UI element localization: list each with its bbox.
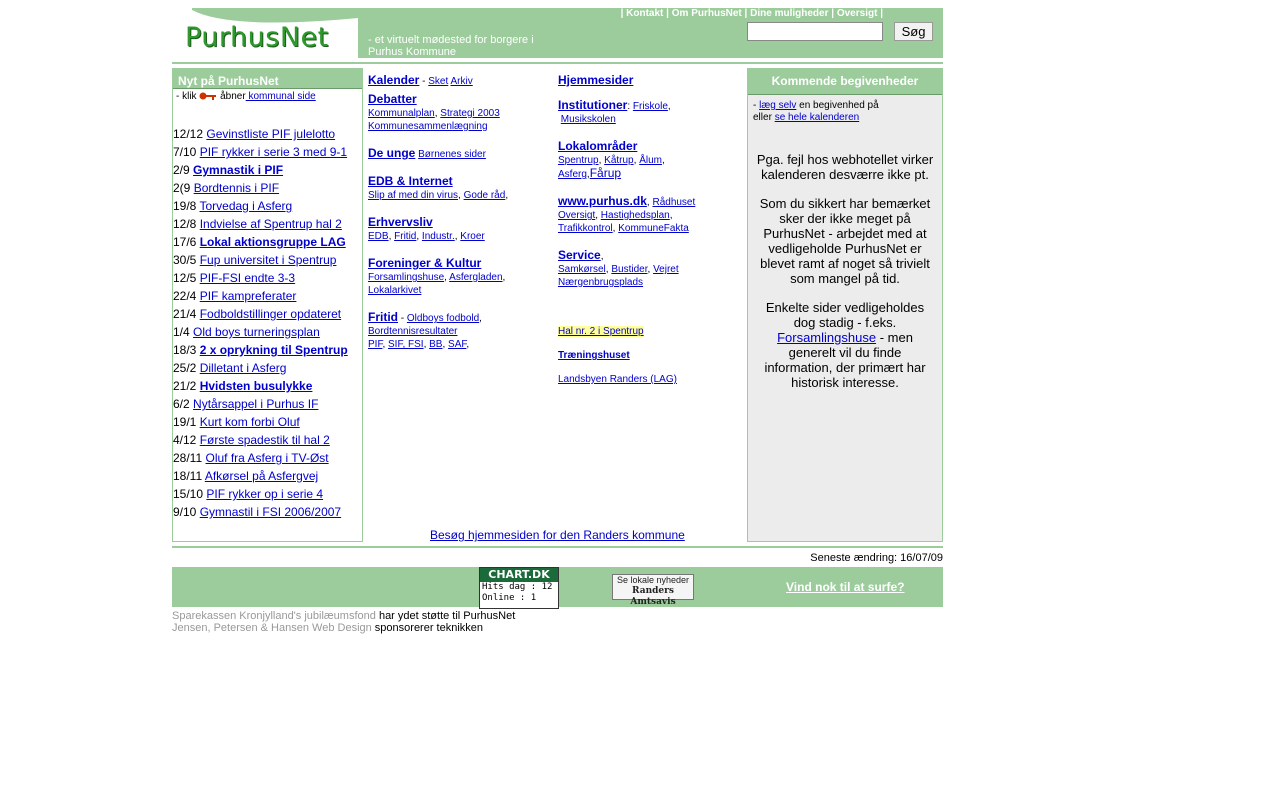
sponsor1-name[interactable]: Sparekassen Kronjylland's jubilæumsfond <box>172 610 376 622</box>
news-item <box>173 197 362 215</box>
institutioner-section: Institutioner: Friskole, Musikskolen <box>558 98 671 125</box>
news-panel <box>172 68 363 542</box>
header-divider <box>172 62 943 64</box>
hastighedsplan-link[interactable]: Hastighedsplan <box>600 210 670 221</box>
gode-raad-link[interactable]: Gode råd <box>463 190 506 201</box>
news-date: 7/10 <box>173 145 197 159</box>
pif-link[interactable]: PIF <box>368 339 383 350</box>
arkiv-link[interactable]: Arkiv <box>450 76 473 87</box>
news-item <box>173 323 362 341</box>
hele-kalenderen-link[interactable]: se hele kalenderen <box>774 112 860 123</box>
events-panel-title: Kommende begivenheder <box>748 69 942 95</box>
amtsavis-line1: Se lokale nyheder <box>616 575 690 585</box>
debatter-section: Debatter Kommunalplan, Strategi 2003 Kommunesammenlægning <box>368 92 500 132</box>
kommunesammenlaegning-link[interactable]: Kommunesammenlægning <box>368 121 488 132</box>
news-item <box>173 431 362 449</box>
landsbyen-link[interactable]: Landsbyen Randers (LAG) <box>558 374 677 385</box>
foreninger-kultur-link[interactable]: Foreninger & Kultur <box>368 256 482 270</box>
news-link[interactable]: Gevinstliste PIF julelotto <box>206 127 336 141</box>
news-date: 28/11 <box>173 451 203 465</box>
kalender-link[interactable]: Kalender <box>368 73 420 87</box>
purhusdk-section: www.purhus.dk, Rådhuset Oversigt, Hastighedsplan, Trafikkontrol, KommuneFakta <box>558 194 696 234</box>
musikskolen-link[interactable]: Musikskolen <box>560 114 616 125</box>
kalender-section <box>368 74 553 88</box>
news-item <box>173 377 362 395</box>
foreninger-section: Foreninger & Kultur Forsamlingshuse, Asfergladen, Lokalarkivet <box>368 256 506 296</box>
search-button[interactable]: Søg <box>894 22 933 41</box>
events-message-2: Som du sikkert har bemærket sker der ikke meget på PurhusNet - arbejdet med at vedligeholde PurhusNet er blevet ramt af noget så trivielt som mangel på tid. <box>759 196 931 286</box>
key-icon <box>199 91 217 101</box>
kroer-link[interactable]: Kroer <box>460 231 485 242</box>
klik-hint <box>173 89 362 105</box>
fritid-section: Fritid - Oldboys fodbold, Bordtennisresultater PIF, SIF, FSI, BB, SAF, <box>368 310 482 350</box>
sponsor2-text: sponsorerer teknikken <box>371 622 484 634</box>
news-date: 17/6 <box>173 235 197 249</box>
sep: - <box>419 76 429 87</box>
news-item <box>173 233 362 251</box>
news-date: 2(9 <box>173 181 191 195</box>
randers-link[interactable]: Besøg hjemmesiden for den Randers kommune <box>430 528 685 542</box>
vejret-link[interactable]: Vejret <box>653 264 679 275</box>
purhus-dk-link[interactable]: www.purhus.dk <box>558 194 647 208</box>
news-link[interactable]: Dilletant i Asferg <box>199 361 287 375</box>
news-date: 12/12 <box>173 127 204 141</box>
news-item <box>173 125 362 143</box>
traening-section <box>558 349 743 362</box>
online-count: Online : 1 <box>482 593 537 603</box>
lokalarkivet-link[interactable]: Lokalarkivet <box>368 285 422 296</box>
news-link[interactable]: Torvedag i Asferg <box>199 199 293 213</box>
news-link[interactable]: Indvielse af Spentrup hal 2 <box>199 217 342 231</box>
raadhuset-link[interactable]: Rådhuset <box>652 197 696 208</box>
service-link[interactable]: Service <box>558 248 601 262</box>
chart-dk-stats <box>480 582 558 604</box>
news-item <box>173 467 362 485</box>
news-item <box>173 485 362 503</box>
deunge-section <box>368 147 553 161</box>
lokalomraader-link[interactable]: Lokalområder <box>558 139 638 153</box>
top-nav: | Kontakt | Om PurhusNet | Dine muligheder | Oversigt | <box>620 8 883 19</box>
note-prefix: - <box>753 100 760 111</box>
edb-internet-link[interactable]: EDB & Internet <box>368 174 453 188</box>
amtsavis-line2: Randers Amtsavis <box>630 586 676 607</box>
news-link[interactable]: Fup universitet i Spentrup <box>199 253 337 267</box>
news-link[interactable]: Bordtennis i PIF <box>193 181 280 195</box>
news-date: 6/2 <box>173 397 190 411</box>
tagline: - et virtuelt mødested for borgere i Purhus Kommune <box>368 34 534 58</box>
saf-link[interactable]: SAF <box>448 339 467 350</box>
footer-divider <box>172 546 943 548</box>
deunge-link[interactable]: De unge <box>368 146 416 160</box>
klik-prefix: - klik <box>176 91 197 102</box>
news-item <box>173 413 362 431</box>
asfergladen-link[interactable]: Asfergladen <box>449 272 503 283</box>
hal-section <box>558 325 743 338</box>
news-item <box>173 395 362 413</box>
news-item <box>173 251 362 269</box>
news-item <box>173 143 362 161</box>
news-item <box>173 179 362 197</box>
middle-column-1 <box>368 74 553 362</box>
kaatrup-link[interactable]: Kåtrup <box>604 155 634 166</box>
events-note <box>748 95 942 124</box>
news-link[interactable]: PIF-FSI endte 3-3 <box>199 271 296 285</box>
news-item <box>173 449 362 467</box>
news-link[interactable]: Lokal aktionsgruppe LAG <box>199 235 346 249</box>
news-date: 12/8 <box>173 217 197 231</box>
news-link[interactable]: PIF kampreferater <box>199 289 297 303</box>
spentrup-link[interactable]: Spentrup <box>558 155 599 166</box>
chart-dk-logo: CHART.DK <box>480 568 558 582</box>
laeg-selv-link[interactable]: læg selv <box>759 100 797 111</box>
news-date: 18/11 <box>173 469 203 483</box>
debatter-link[interactable]: Debatter <box>368 92 417 106</box>
oldboys-link[interactable]: Oldboys fodbold <box>406 313 480 324</box>
hits-today: Hits dag : 12 <box>482 582 553 592</box>
nav-dine-muligheder[interactable]: Dine muligheder <box>750 8 829 19</box>
surf-link[interactable]: Vind nok til at surfe? <box>786 580 905 594</box>
news-item <box>173 305 362 323</box>
news-item <box>173 287 362 305</box>
news-date: 18/3 <box>173 343 197 357</box>
news-list <box>173 125 362 521</box>
hal-link[interactable]: Hal nr. 2 i Spentrup <box>558 326 644 337</box>
news-date: 9/10 <box>173 505 197 519</box>
logo[interactable]: PurhusNet <box>185 22 329 53</box>
last-change: Seneste ændring: 16/07/09 <box>810 552 943 564</box>
news-link[interactable]: Kurt kom forbi Oluf <box>199 415 300 429</box>
klik-mid: åbner <box>220 91 246 102</box>
news-item <box>173 161 362 179</box>
strategi-link[interactable]: Strategi 2003 <box>440 108 500 119</box>
news-link[interactable]: Nytårsappel i Purhus IF <box>193 397 319 411</box>
kommunalplan-link[interactable]: Kommunalplan <box>368 108 435 119</box>
friskole-link[interactable]: Friskole <box>632 101 668 112</box>
faarup-link[interactable]: Fårup <box>589 166 622 180</box>
erhverv-edb-link[interactable]: EDB <box>368 231 389 242</box>
news-link[interactable]: Hvidsten busulykke <box>199 379 313 393</box>
p3-prefix: Enkelte sider vedligeholdes dog stadig - f.eks. <box>765 300 925 330</box>
news-panel-title: Nyt på PurhusNet <box>173 69 362 89</box>
forsamlingshuse-link[interactable]: Forsamlingshuse <box>368 272 445 283</box>
news-link[interactable]: 2 x oprykning til Spentrup <box>199 343 348 357</box>
news-date: 2/9 <box>173 163 190 177</box>
news-date: 12/5 <box>173 271 197 285</box>
news-date: 22/4 <box>173 289 197 303</box>
edb-section: EDB & Internet Slip af med din virus, Gode råd, <box>368 174 509 201</box>
virus-link[interactable]: Slip af med din virus <box>368 190 459 201</box>
news-date: 19/1 <box>173 415 197 429</box>
aalum-link[interactable]: Ålum <box>639 155 662 166</box>
news-link[interactable]: Gymnastil i FSI 2006/2007 <box>199 505 342 519</box>
sep: - <box>398 313 407 324</box>
news-item <box>173 503 362 521</box>
news-item <box>173 341 362 359</box>
hjemmesider-link[interactable]: Hjemmesider <box>558 73 634 87</box>
boernenes-sider-link[interactable]: Børnenes sider <box>418 149 486 160</box>
news-link[interactable]: PIF rykker op i serie 4 <box>206 487 324 501</box>
news-link[interactable]: Old boys turneringsplan <box>193 325 320 339</box>
news-link[interactable]: Fodboldstillinger opdateret <box>199 307 342 321</box>
kommunefakta-link[interactable]: KommuneFakta <box>618 223 689 234</box>
news-link[interactable]: PIF rykker i serie 3 med 9-1 <box>199 145 348 159</box>
middle-column-2 <box>558 74 743 386</box>
note-mid: en begivenhed på <box>796 100 879 111</box>
sponsor2-name[interactable]: Jensen, Petersen & Hansen Web Design <box>172 622 372 634</box>
p3-suffix: - men generelt vil du finde information, der primært har historisk interesse. <box>764 330 926 390</box>
news-date: 15/10 <box>173 487 204 501</box>
sket-link[interactable]: Sket <box>428 76 449 87</box>
news-date: 21/2 <box>173 379 197 393</box>
bordtennis-resultater-link[interactable]: Bordtennisresultater <box>368 326 458 337</box>
events-panel <box>747 68 943 542</box>
kommunal-side-link[interactable]: kommunal side <box>245 91 316 102</box>
sponsor1-text: har ydet støtte til PurhusNet <box>375 610 516 622</box>
sponsor-line-1 <box>172 610 515 622</box>
news-link[interactable]: Afkørsel på Asfergvej <box>204 469 319 483</box>
erhvervsliv-link[interactable]: Erhvervsliv <box>368 215 433 229</box>
hjemmesider-section <box>558 74 743 88</box>
news-item <box>173 269 362 287</box>
news-link[interactable]: Gymnastik i PIF <box>193 163 284 177</box>
landsbyen-section <box>558 373 743 386</box>
news-date: 25/2 <box>173 361 197 375</box>
news-date: 21/4 <box>173 307 197 321</box>
nav-om-purhusnet[interactable]: Om PurhusNet <box>671 8 742 19</box>
bb-link[interactable]: BB <box>429 339 443 350</box>
amtsavis-banner[interactable] <box>612 574 694 607</box>
nav-oversigt[interactable]: Oversigt <box>836 8 878 19</box>
nav-kontakt[interactable]: Kontakt <box>626 8 664 19</box>
news-item <box>173 359 362 377</box>
events-message-1: Pga. fejl hos webhotellet virker kalenderen desværre ikke pt. <box>756 152 934 182</box>
asferg-link[interactable]: Asferg <box>558 169 587 180</box>
lokalomraader-section: Lokalområder Spentrup, Kåtrup, Ålum, Asferg,Fårup <box>558 139 665 180</box>
service-section: Service, Samkørsel, Bustider, Vejret Nærgenbrugsplads <box>558 248 679 288</box>
news-date: 4/12 <box>173 433 197 447</box>
samkoersel-link[interactable]: Samkørsel <box>558 264 606 275</box>
institutioner-link[interactable]: Institutioner <box>558 98 628 112</box>
events-message-3 <box>748 300 942 390</box>
traeningshuset-link[interactable]: Træningshuset <box>558 350 630 361</box>
sif-fsi-link[interactable]: SIF, FSI <box>388 339 424 350</box>
note-eller: eller <box>753 112 775 123</box>
naergenbrugsplads-link[interactable]: Nærgenbrugsplads <box>558 277 644 288</box>
erhverv-fritid-link[interactable]: Fritid <box>394 231 417 242</box>
news-link[interactable]: Første spadestik til hal 2 <box>199 433 330 447</box>
bustider-link[interactable]: Bustider <box>611 264 648 275</box>
news-date: 19/8 <box>173 199 197 213</box>
sponsor-line-2 <box>172 622 483 634</box>
oversigt-link[interactable]: Oversigt <box>558 210 596 221</box>
erhverv-section: Erhvervsliv EDB, Fritid, Industr., Kroer <box>368 215 485 242</box>
news-date: 1/4 <box>173 325 190 339</box>
news-item <box>173 215 362 233</box>
fritid-link[interactable]: Fritid <box>368 310 398 324</box>
news-date: 30/5 <box>173 253 197 267</box>
chart-dk-counter[interactable] <box>479 567 559 609</box>
trafikkontrol-link[interactable]: Trafikkontrol <box>558 223 613 234</box>
news-link[interactable]: Oluf fra Asferg i TV-Øst <box>205 451 329 465</box>
forsamlingshuse-right-link[interactable]: Forsamlingshuse <box>777 330 877 345</box>
industr-link[interactable]: Industr. <box>421 231 455 242</box>
search-input[interactable] <box>747 22 883 41</box>
